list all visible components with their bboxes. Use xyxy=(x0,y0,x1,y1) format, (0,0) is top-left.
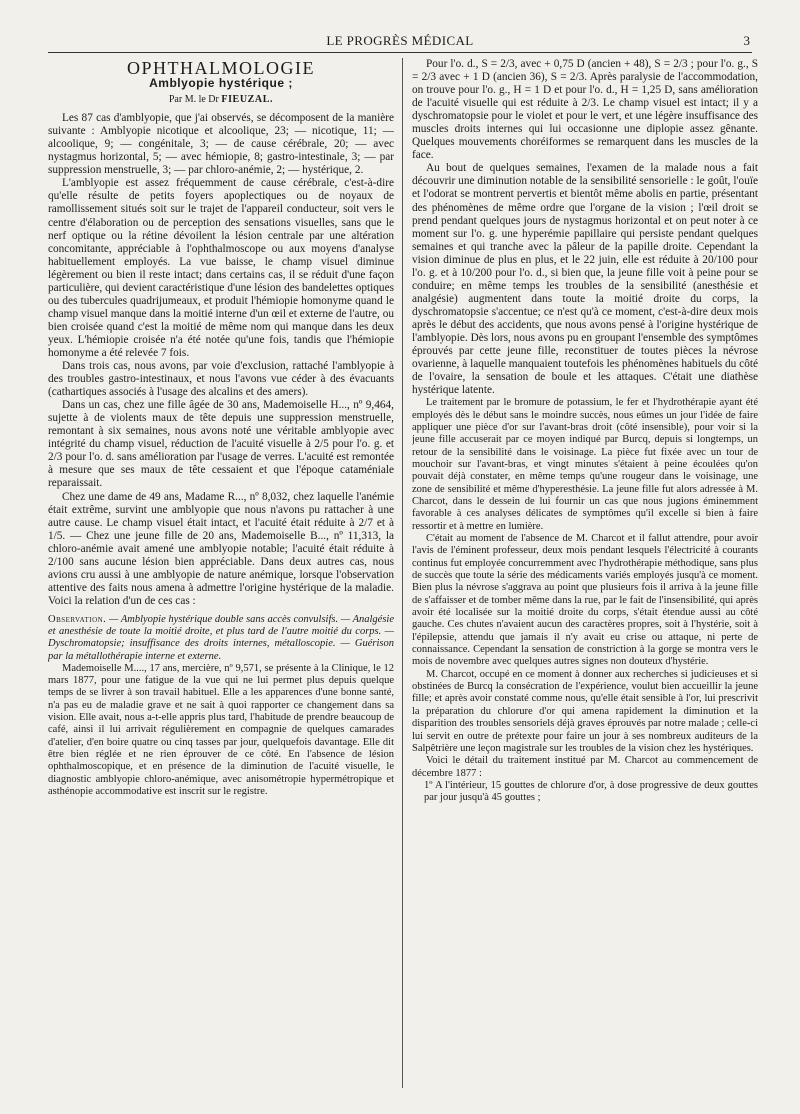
article-title: Amblyopie hystérique ; xyxy=(149,76,293,91)
paragraph: L'amblyopie est assez fréquemment de cause cérébrale, c'est-à-dire qu'elle résulte de petits foyers apoplectiques ou de noyaux de ramollissement situés soit sur le trajet de l'appareil conducteur, soit vers le centre d'élaboration ou de perception des sensations visuelles, sans que le nerf optique ou la rétine dévoilent la lésion centrale par une altération concomitante, appréciable à l'ophthalmoscope ou aux moyens d'analyse habituellement employés. La vue baisse, le champ visuel diminue légèrement ou bien il reste intact; dans certains cas, il se réduit d'une façon particulière, qui devient caractéristique d'une lésion des bandelettes optiques ou des tubercules quadrijumeaux, et produit l'hémiopie homonyme quand le champ visuel manque dans la moitié interne d'un œil et externe de l'autre, ou bien croisée quand c'est la moitié de même nom qui manque dans les deux yeux. L'hémiopie croisée n'a été notée qu'une fois, tandis que l'hémiopie homonyme a été relevée 7 fois. xyxy=(48,177,394,359)
column-divider xyxy=(402,58,403,1088)
paragraph: Chez une dame de 49 ans, Madame R..., nº 8,032, chez laquelle l'anémie était extrême, survint une amblyopie que nous n'avons pu rattacher à une autre cause. Le champ visuel était intact, et l'acuité était réduite à 2/7 et à 1/5. — Chez une jeune fille de 20 ans, Mademoiselle B..., nº 11,313, la chloro-anémie avait amené une amblyopie notable; l'acuité était réduite à 2/100 sans aucune lésion bien appréciable. Dans deux autres cas, nous avions cru aussi à une amblyopie de nature anémique, lorsque l'observation attentive des faits nous amena à admettre l'origine hystérique de la maladie. Voici la relation d'un de ces cas : xyxy=(48,490,394,607)
left-column xyxy=(48,58,394,1098)
page-number: 3 xyxy=(743,33,750,48)
paragraph: C'était au moment de l'absence de M. Charcot et il fallut attendre, pour avoir l'avis de l'éminent professeur, deux mois pendant lesquels l'électricité à courants continus fut employée concurremment avec l'hydrothérapie méthodique, sans plus de succès que toute la série des médicaments variés employés jusqu'à ce moment. Bien plus la névrose s'aggrava au point que plusieurs fois il arriva à la jeune fille de s'affaisser et de tomber même dans la rue, par le fait de l'insensibilité, qui après avoir été localisée sur la moitié droite du corps, s'était étendue aussi au côté gauche. Ces chutes n'avaient aucun des caractères propres, soit à l'hystérie, soit à l'épilepsie, attendu que jamais il n'y avait eu crise ou attaque, ni perte de connaissance. Cependant la sensation de constriction à la gorge se montra vers le mois de novembre avec quelques autres signes non douteux d'hystérie. xyxy=(412,533,758,668)
right-column xyxy=(412,58,758,1098)
observation-heading xyxy=(48,614,394,663)
byline-prefix: Par M. le Dr xyxy=(168,94,222,106)
running-title: LE PROGRÈS MÉDICAL xyxy=(326,33,474,48)
paragraph: Dans un cas, chez une fille âgée de 30 ans, Mademoiselle H..., nº 9,464, sujette à de violents maux de tête depuis une suppression menstruelle, remontant à six semaines, nous avons noté une véritable amblyopie avec intégrité du champ visuel, réduction de l'acuité visuelle à 2/5 pour l'o. g. et 2/3 pour l'o. d. sans amélioration par l'usage de verres. L'acuité est remontée à mesure que ses maux de tête cessaient et que l'époque cataméniale reparaissait. xyxy=(48,399,394,490)
observation-summary: — Amblyopie hystérique double sans accès convulsifs. — Analgésie et anesthésie de toute la moitié droite, et plus tard de l'autre moitié du corps. — Dyschromatopsie; insuffisance des droits internes, métalloscopie. — Guérison par la métallothérapie interne et externe. xyxy=(48,613,394,662)
treatment-list-item: 1º A l'intérieur, 15 gouttes de chlorure d'or, à dose progressive de deux gouttes par jour jusqu'à 45 gouttes ; xyxy=(424,779,758,804)
paragraph: Le traitement par le bromure de potassium, le fer et l'hydrothérapie ayant été employés dès le début sans le moindre succès, nous eûmes un jour l'idée de faire appliquer une pièce d'or sur l'avant-bras droit (côté insensible), pour voir si la jeune fille accuserait par ce moyen indiqué par Burcq, depuis si longtemps, un retour de la sensibilité dans le voisinage. La pièce fut fixée avec un tour de mouchoir sur l'avant-bras, et vingt minutes s'étaient à peine écoulées qu'on pouvait déjà constater, en même temps qu'une rougeur dans le voisinage, une zone de sensibilité et même d'hyperesthésie. La jeune fille fut alors adressée à M. Charcot, dans le dessein de lui fournir un cas que nous jugions éminemment favorable à ces analyses délicates de symptômes qu'il excelle si bien à faire ressortir et à mettre en lumière. xyxy=(412,397,758,532)
paragraph: Dans trois cas, nous avons, par voie d'exclusion, rattaché l'amblyopie à des troubles gastro-intestinaux, et nous l'avons vue céder à des évacuants (cathartiques associés à l'usage des alcalins et des amers). xyxy=(48,360,394,399)
section-title: OPHTHALMOLOGIE xyxy=(127,58,315,78)
paragraph: Pour l'o. d., S = 2/3, avec + 0,75 D (ancien + 48), S = 2/3 ; pour l'o. g., S = 2/3 avec + 1 D (ancien 36), S = 2/3. Après paralysie de l'accommodation, on trouve pour l'o. g., H = 1 D et pour l'o. d., H = 1,25 D, sans amélioration de l'acuité visuelle qui est réduite à 2/3. Le champ visuel est intact; il y a dyschromatopsie pour le violet et pour le vert, et une légère insuffisance des muscles droits internes qui lui occasionne une diplopie assez gênante. Quelques mouvements choréiformes se remarquent dans les muscles de la face. xyxy=(412,58,758,162)
paragraph: Au bout de quelques semaines, l'examen de la malade nous a fait découvrir une diminution notable de la sensibilité sensorielle : le goût, l'ouïe et l'odorat se montrent pervertis et bientôt même abolis en partie, présentant des phénomènes de même ordre que l'organe de la vision ; l'œil droit se prend pendant quelques jours de nystagmus horizontal et on peut noter à ce moment sur l'o. g. une hyperémie papillaire qui persiste pendant quelques semaines et qui tranche avec la pâleur de la papille droite. Cependant la vision diminue de plus en plus, et le 22 juin, elle est réduite à 20/100 pour l'o. g. et à 10/200 pour l'o. d., si bien que, la jeune fille voit à peine pour se conduire; en même temps les troubles de la sensibilité (anesthésie et analgésie) augmentent dans toute la moitié droite du corps, la dyschromatopsie s'accentue; ce n'est qu'à ce moment, c'est-à-dire deux mois après le début des accidents, que nous avons pensé à l'origine hystérique de l'amblyopie. Dès lors, nous avons pu en groupant l'ensemble des symptômes éprouvés par cette jeune fille, reconstituer de toutes pièces la névrose ovarienne, à laquelle manquaient toutefois les phénomènes habituels du côté de l'ovaire, la sensation de boule et les attaques. C'était une diathèse hystérique latente. xyxy=(412,162,758,397)
page-header xyxy=(48,30,752,53)
byline xyxy=(48,93,394,106)
author-name: FIEUZAL. xyxy=(221,94,274,106)
paragraph: Voici le détail du traitement institué par M. Charcot au commencement de décembre 1877 : xyxy=(412,755,758,779)
paragraph: Mademoiselle M...., 17 ans, mercière, nº 9,571, se présente à la Clinique, le 12 mars 1877, pour une fatigue de la vue qui ne lui permet plus depuis quelque temps de se livrer à son travail habituel. Elle a les apparences d'une bonne santé, n'a pas eu de maladie grave et ne sait à quoi rapporter ce changement dans sa vision. Elle avait, nous a-t-elle appris plus tard, l'habitude de prendre beaucoup de café, ainsi il lui arrivait régulièrement en compagnie de quelques camarades d'atelier, d'en boire quatre ou cinq tasses par jour, quelquefois davantage. Elle dit être bien réglée et ne rien éprouver de ce côté. En l'absence de lésion ophthalmoscopique, et en présence de la diminution de l'acuité visuelle, le diagnostic amblyopie chloro-anémique, avec anisométropie hypermétropique et asthénopie accommodative est inscrit sur le registre. xyxy=(48,662,394,798)
paragraph: Les 87 cas d'amblyopie, que j'ai observés, se décomposent de la manière suivante : Amblyopie nicotique et alcoolique, 23; — nicotique, 11; — alcoolique, 9; — congénitale, 3; — de cause cérébrale, 20; — avec nystagmus horizontal, 5; — avec hémiopie, 8; gastro-intestinale, 3; — par suppression menstruelle, 3; — par chloro-anémie, 2; — hystérique, 2. xyxy=(48,112,394,177)
paragraph: M. Charcot, occupé en ce moment à donner aux recherches si judicieuses et si obstinées de Burcq la consécration de l'expérience, voulut bien accueillir la jeune fille; et après avoir constaté comme nous, qu'elle était sensible à l'or, lui prescrivit la préparation du chlorure d'or qui amena rapidement la diminution et la disparition des troubles sensoriels déjà graves éprouvés par notre malade ; celle-ci lui servit en outre de prétexte pour faire un jour à ses nombreux auditeurs de la Salpêtrière une leçon magistrale sur les troubles de la vision chez les hystériques. xyxy=(412,668,758,754)
observation-label: Observation. xyxy=(48,613,107,625)
